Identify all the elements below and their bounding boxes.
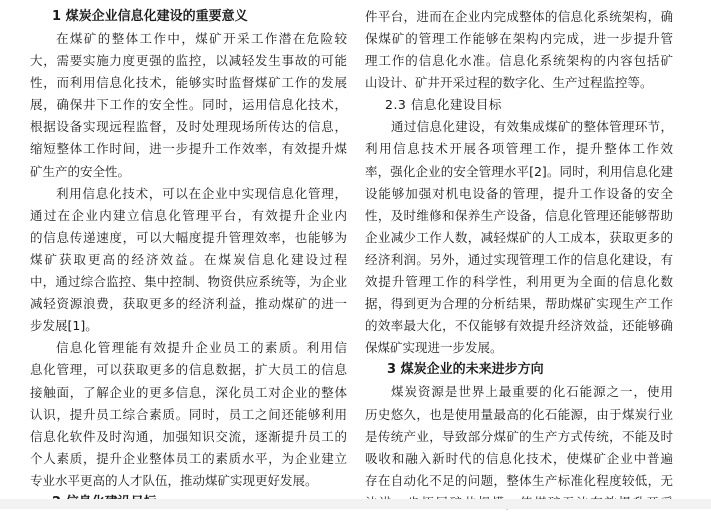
text-line: 据，得到更为合理的分析结果，帮助煤矿实现生产工作 — [365, 296, 673, 312]
text-line: 在煤矿的整体工作中，煤矿开采工作潜在危险较 — [56, 31, 347, 46]
text-line: 煤矿获取更高的经济效益。在煤炭信息化建设过程 — [30, 251, 347, 267]
text-line: 吸收和融入新时代的信息化技术，使煤矿企业中普遍 — [365, 450, 673, 466]
text-line: 展，确保井下工作的安全性。同时，运用信息化技术， — [30, 97, 347, 113]
text-line: 信息化软件及时沟通，加强知识交流，逐渐提升员工的 — [30, 428, 347, 444]
text-line: 山设计、矿井开采过程的数字化、生产过程监控等。 — [365, 75, 653, 91]
text-line: 理工作的信息化水准。信息化系统架构的内容包括矿 — [365, 53, 673, 69]
text-line: 性，及时维修和保养生产设备，信息化管理还能够帮助 — [365, 207, 673, 223]
section-heading-1: 1 煤炭企业信息化建设的重要意义 — [52, 9, 248, 24]
right-paragraph-1 — [365, 116, 673, 359]
text-line: 性，而利用信息化技术，能够实时监督煤矿工作的发展 — [30, 75, 347, 91]
text-line: 效提升管理工作的科学性，利用更为全面的信息化数 — [365, 274, 673, 290]
left-paragraph-1 — [30, 28, 347, 183]
text-line: 减轻资源浪费，获取更多的经济利益，推动煤矿的进一 — [30, 296, 347, 312]
text-line: 是传统产业，导致部分煤矿的生产方式传统，不能及时 — [365, 428, 673, 444]
text-line: 存在自动化不足的问题，整体生产标准化程度较低，无 — [365, 472, 673, 488]
text-line: 根据设备实现远程监督，及时处理现场所传达的信息， — [30, 119, 347, 135]
text-line: 专业水平更高的人才队伍，推动煤矿实现更好发展。 — [30, 472, 318, 488]
text-line: 大，需要实施力度更强的监控，以减轻发生事故的可能 — [30, 53, 347, 69]
text-line: 认识，提升员工综合素质。同时，员工之间还能够利用 — [30, 406, 347, 422]
text-line: 通过在企业内建立信息化管理平台，有效提升企业内 — [30, 207, 347, 223]
text-line: 煤炭资源是世界上最重要的化石能源之一，使用 — [391, 384, 673, 400]
text-line: 设能够加强对机电设备的管理，提升工作设备的安全 — [365, 185, 673, 201]
text-line: 保煤矿的管理工作能够在架构内完成，进一步提升管 — [365, 31, 673, 47]
left-paragraph-3 — [30, 337, 347, 492]
left-column — [30, 6, 347, 514]
text-line: 的信息传递速度，可以大幅度提升管理效率，也能够为 — [30, 229, 347, 245]
text-line: 利用信息技术开展各项管理工作，提升整体工作效 — [365, 141, 673, 157]
text-line: 接触面，了解企业的更多信息，深化员工对企业的整体 — [30, 384, 347, 400]
text-line: 个人素质，提升企业整体员工的素质水平，为企业建立 — [30, 450, 347, 466]
text-line: 企业减少工作人数，减轻煤矿的人工成本，获取更多的 — [365, 229, 673, 245]
text-line: 缩短整体工作时间，进一步提升工作效率，有效提升煤 — [30, 141, 347, 157]
text-line: 件平台，进而在企业内完成整体的信息化系统架构，确 — [365, 9, 673, 24]
text-line: 经济利润。另外，通过实现管理工作的信息化建设，有 — [365, 251, 673, 267]
page-bottom-edge — [0, 499, 711, 509]
text-line: 矿生产的安全性。 — [30, 163, 131, 179]
subsection-heading-2-3: 2.3 信息化建设目标 — [385, 97, 502, 113]
right-column — [365, 6, 673, 514]
left-paragraph-2 — [30, 183, 347, 338]
text-line: 息化管理，可以获取更多的信息数据，扩大员工的信息 — [30, 362, 347, 378]
text-line: 率，强化企业的安全管理水平[2]。同时，利用信息化建 — [365, 163, 673, 179]
text-line: 通过信息化建设，有效集成煤矿的整体管理环节， — [391, 119, 673, 135]
right-paragraph-0 — [365, 6, 673, 94]
text-line: 步发展[1]。 — [30, 318, 98, 334]
text-line: 信息化管理能有效提升企业员工的素质。利用信 — [56, 340, 347, 356]
right-paragraph-2 — [365, 381, 673, 514]
text-line: 的效率最大化，不仅能够有效提升经济效益，还能够确 — [365, 318, 673, 334]
text-line: 历史悠久，也是使用量最高的化石能源，由于煤炭行业 — [365, 406, 673, 422]
text-line: 保煤矿实现进一步发展。 — [365, 340, 503, 356]
text-line: 利用信息化技术，可以在企业中实现信息化管理， — [56, 185, 347, 201]
section-heading-3: 3 煤炭企业的未来进步方向 — [387, 362, 544, 378]
text-line: 中，通过综合监控、集中控制、物资供应系统等，为企业 — [30, 274, 347, 290]
